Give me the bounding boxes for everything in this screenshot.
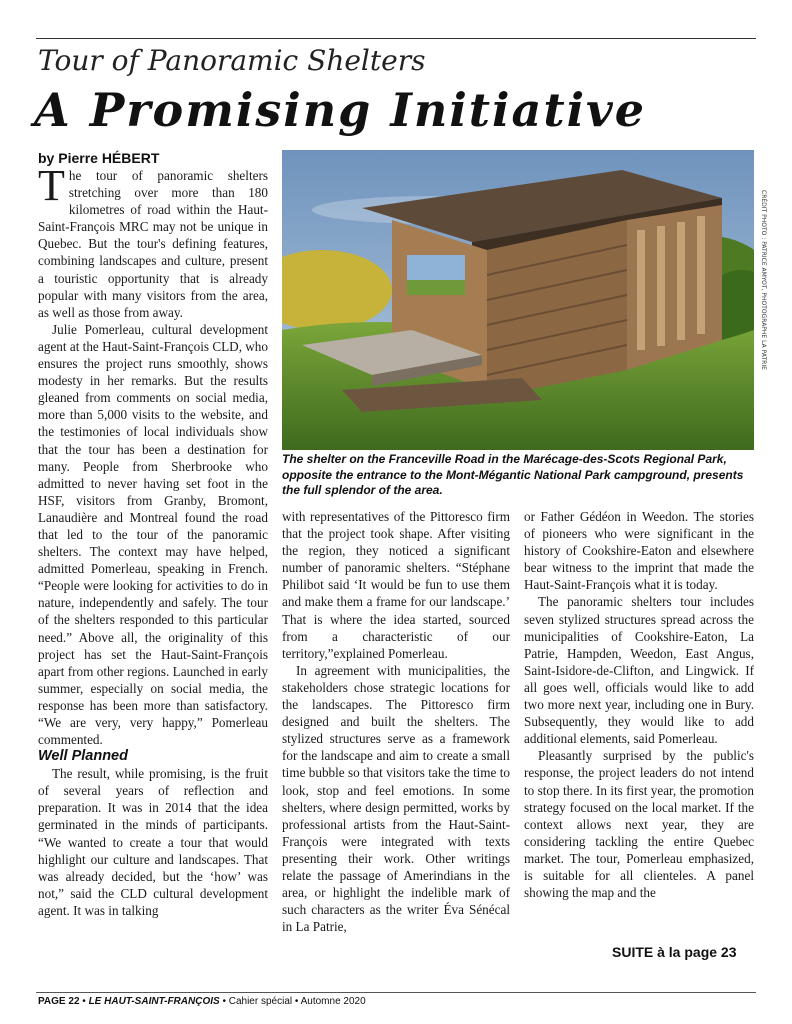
- paragraph-1: [38, 167, 268, 321]
- top-rule: [36, 38, 756, 39]
- footer-rule: [36, 992, 756, 993]
- paragraph-3: The result, while promising, is the fruit of several years of reflection and preparation. It was in 2014 that the idea germinated in the minds of participants. “We wanted to create a tour that would highlight our culture and landscapes. That was already decided, but the ‘how’ was not,” said the CLD cultural development agent. It was in talking: [38, 766, 268, 918]
- photo-credit: CRÉDIT PHOTO : PATRICE AMYOT, PHOTOGRAPHE LA PATRIE: [760, 190, 767, 370]
- section-subhead: Well Planned: [38, 748, 128, 765]
- kicker-title: Tour of Panoramic Shelters: [38, 44, 426, 77]
- shelter-photo-illustration: [282, 150, 754, 450]
- page-number: PAGE 22: [38, 996, 80, 1007]
- footer-separator: •: [79, 996, 89, 1007]
- photo-caption: The shelter on the Franceville Road in the Marécage-des-Scots Regional Park, opposite the entrance to the Mont-Mégantic National Park campground, presents the full splendor of the area.: [282, 452, 744, 497]
- page-footer: [38, 996, 366, 1007]
- continued-on-link: SUITE à la page 23: [612, 944, 737, 960]
- paragraph-4: with representatives of the Pittoresco firm that the project took shape. After visiting the region, they noticed a significant number of panoramic shelters. “Stéphane Philibot said ‘It would be fun to use them and make them a frame for our landscape.’ That is where the idea started, sourced from a characteristic of our territory,”explained Pomerleau.: [282, 509, 510, 661]
- paragraph-5: In agreement with municipalities, the stakeholders chose strategic locations for the landscapes. The Pittoresco firm designed and built the shelters. The stylized structures serve as a framework for the landscape and aim to create a small time bubble so that visitors take the time to look, stop and feel emotions. In some shelters, where design permitted, works by professional artists from the Haut-Saint-François were integrated with texts presenting their work. Other writings relate the passage of Amerindians in the area, or highlight the indelible mark of such characters as the writer Éva Sénécal in La Patrie,: [282, 662, 510, 935]
- byline: by Pierre HÉBERT: [38, 150, 160, 166]
- footer-separator: •: [219, 996, 229, 1007]
- issue-label: Cahier spécial • Automne 2020: [228, 996, 366, 1007]
- paragraph-2: Julie Pomerleau, cultural development agent at the Haut-Saint-François CLD, who ensures the project runs smoothly, shows modesty in her remarks. But the results gleaned from comments on social media, more than 5,000 visits to the website, and the testimonies of local individuals show that the tour has been a destination for many. People from Sherbrooke who admitted to never having set foot in the HSF, visitors from Granby, Bromont, Lanaudière and Montreal found the road that led to the tour of the panoramic shelters. The context may have helped, admitted Pomerleau, speaking in French. “People were looking for activities to do in nature, independently and safely. The tour of the shelters responded to this particular need.” Above all, the originality of this project has set the Haut-Saint-François apart from other regions. Launched in early summer, especially on social media, the response has been more than satisfactory. “We are very, very happy,” Pomerleau commented.: [38, 321, 268, 748]
- drop-cap: T: [38, 167, 65, 210]
- paragraph-7: The panoramic shelters tour includes seven stylized structures spread across the municipalities of Cookshire-Eaton, La Patrie, Hampden, Weedon, East Angus, Saint-Isidore-de-Clifton, and Lingwick. If all goes well, officials would like to add two more next year, including one in Bury. Subsequently, they would like to add additional elements, said Pomerleau.: [524, 594, 754, 747]
- article-column-3: [524, 508, 754, 936]
- article-column-1: [38, 167, 268, 987]
- shelter-photo: [282, 150, 754, 450]
- paragraph-8: Pleasantly surprised by the public's response, the project leaders do not intend to stop there. In its first year, the promotion strategy focused on the local market. If the context allows next year, they are considering tackling the entire Quebec market. The tour, Pomerleau emphasized, is suitable for all clienteles. A panel showing the map and the: [524, 748, 754, 901]
- publication-name: LE HAUT-SAINT-FRANÇOIS: [88, 996, 220, 1007]
- article-column-2: [282, 508, 510, 968]
- headline: A Promising Initiative: [34, 83, 647, 137]
- paragraph-6: or Father Gédéon in Weedon. The stories of pioneers who were significant in the history of Cookshire-Eaton and elsewhere bear witness to the imprint that made the Haut-Saint-François what it is today.: [524, 509, 754, 593]
- paragraph-1-text: he tour of panoramic shelters stretching over more than 180 kilometres of road within the Haut-Saint-François MRC may not be unique in Quebec. But the tour's defining features, combining landscapes and culture, present a touristic opportunity that is already popular with many visitors from the area, as well as those from away.: [38, 168, 268, 320]
